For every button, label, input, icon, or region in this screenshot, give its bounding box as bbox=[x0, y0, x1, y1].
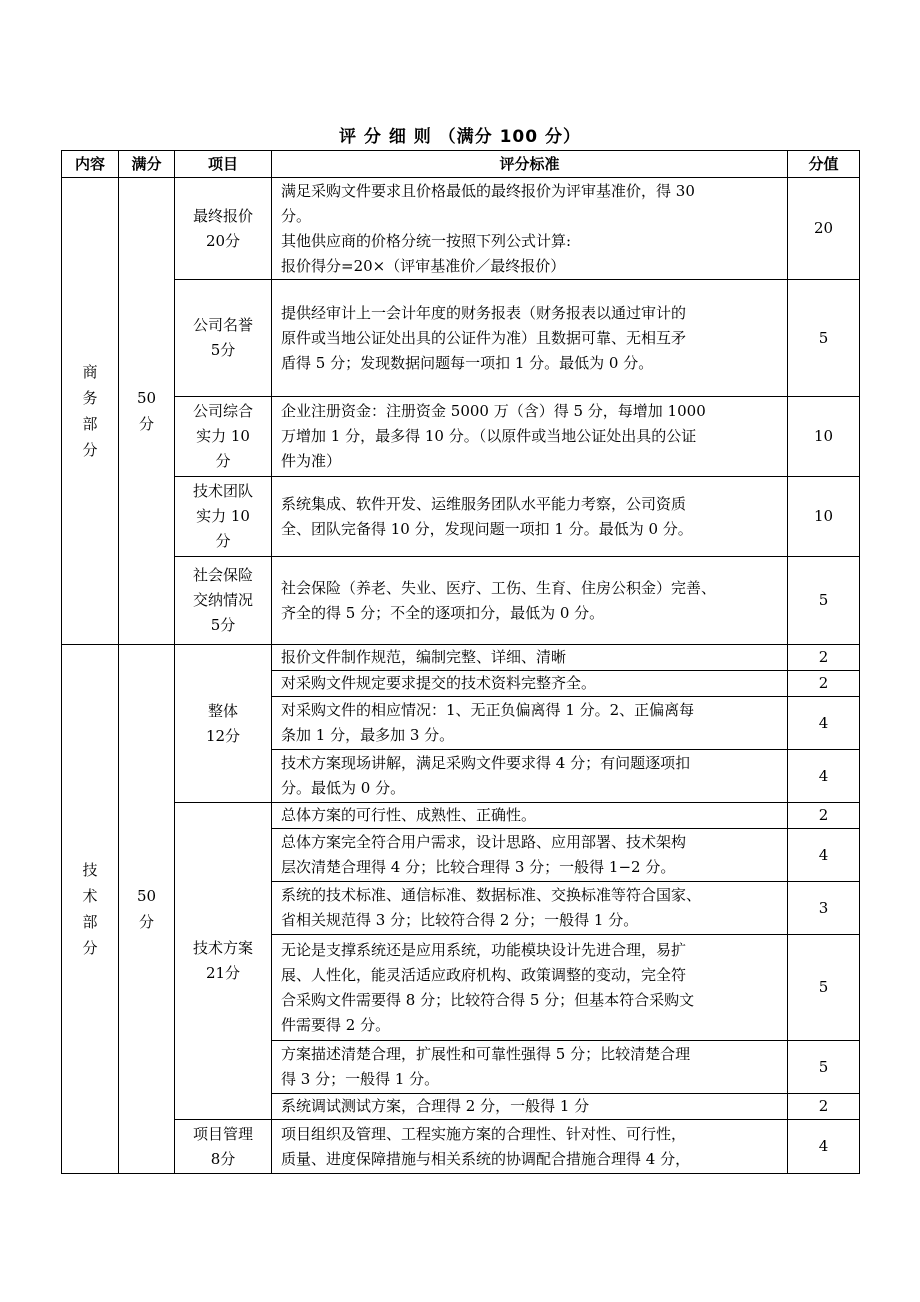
table-row bbox=[62, 280, 860, 397]
table-row bbox=[62, 178, 860, 280]
item-line: 8分 bbox=[210, 1149, 236, 1168]
criteria-line: 提供经审计上一会计年度的财务报表（财务报表以通过审计的 bbox=[281, 303, 687, 322]
item-label bbox=[175, 280, 272, 397]
score-value: 5 bbox=[788, 935, 860, 1041]
section-text: 商 bbox=[82, 363, 98, 381]
item-line: 社会保险 bbox=[192, 566, 253, 584]
item-line: 5分 bbox=[210, 341, 236, 359]
criteria-line: 合采购文件需要得 8 分；比较符合得 5 分；但基本符合采购文 bbox=[281, 990, 695, 1009]
full-score-commercial bbox=[119, 178, 175, 645]
criteria bbox=[272, 1094, 788, 1120]
section-text: 部 bbox=[82, 913, 98, 931]
item-line: 分 bbox=[215, 532, 231, 550]
criteria bbox=[272, 829, 788, 882]
criteria-line: 对采购文件的相应情况：1、无正负偏离得 1 分。2、正偏离每 bbox=[281, 701, 695, 719]
item-label bbox=[175, 557, 272, 645]
criteria-line: 满足采购文件要求且价格最低的最终报价为评审基准价，得 30 bbox=[281, 181, 695, 200]
criteria bbox=[272, 557, 788, 645]
item-line: 技术方案 bbox=[192, 939, 253, 957]
criteria bbox=[272, 697, 788, 750]
criteria bbox=[272, 178, 788, 280]
criteria-line: 原件或当地公证处出具的公证件为准）且数据可靠、无相互矛 bbox=[281, 328, 687, 347]
item-line: 21分 bbox=[205, 964, 241, 982]
criteria-line: 得 3 分；一般得 1 分。 bbox=[281, 1070, 440, 1088]
table-row bbox=[62, 803, 860, 829]
section-text: 务 bbox=[82, 389, 98, 407]
section-text: 部 bbox=[82, 415, 98, 433]
criteria-line: 省相关规范得 3 分；比较符合得 2 分；一般得 1 分。 bbox=[281, 911, 639, 929]
criteria bbox=[272, 935, 788, 1041]
score-value: 4 bbox=[788, 829, 860, 882]
criteria-line: 系统集成、软件开发、运维服务团队水平能力考察，公司资质 bbox=[281, 494, 687, 513]
criteria-line: 万增加 1 分，最多得 10 分。（以原件或当地公证处出具的公证 bbox=[281, 427, 697, 445]
criteria-line: 分。最低为 0 分。 bbox=[281, 779, 406, 797]
full-score-number: 50 bbox=[136, 389, 157, 407]
section-text: 分 bbox=[82, 939, 98, 957]
table-row bbox=[62, 645, 860, 671]
item-line: 5分 bbox=[210, 616, 236, 634]
section-technical bbox=[62, 645, 119, 1174]
table-row bbox=[62, 1120, 860, 1174]
criteria-line: 企业注册资金：注册资金 5000 万（含）得 5 分，每增加 1000 bbox=[281, 402, 706, 420]
score-value: 4 bbox=[788, 750, 860, 803]
criteria bbox=[272, 750, 788, 803]
score-value: 10 bbox=[788, 397, 860, 477]
header-row bbox=[62, 151, 860, 178]
item-line: 整体 bbox=[207, 701, 238, 720]
criteria-line: 其他供应商的价格分统一按照下列公式计算: bbox=[281, 231, 572, 250]
score-value: 2 bbox=[788, 803, 860, 829]
item-line: 技术团队 bbox=[192, 482, 253, 500]
table-row bbox=[62, 477, 860, 557]
header-item: 项目 bbox=[175, 151, 272, 178]
criteria-line: 系统的技术标准、通信标准、数据标准、交换标准等符合国家、 bbox=[281, 886, 702, 904]
item-line: 实力 10 bbox=[196, 507, 250, 525]
score-value: 3 bbox=[788, 882, 860, 935]
criteria-line: 齐全的得 5 分；不全的逐项扣分，最低为 0 分。 bbox=[281, 603, 605, 622]
page-title: 评 分 细 则 （满分 100 分） bbox=[339, 127, 581, 147]
header-full-score: 满分 bbox=[119, 151, 175, 178]
section-text: 分 bbox=[82, 441, 98, 459]
header-criteria: 评分标准 bbox=[272, 151, 788, 178]
criteria-line: 条加 1 分，最多加 3 分。 bbox=[281, 726, 455, 744]
criteria-line: 总体方案的可行性、成熟性、正确性。 bbox=[281, 806, 537, 824]
score-value: 10 bbox=[788, 477, 860, 557]
criteria-line: 对采购文件规定要求提交的技术资料完整齐全。 bbox=[281, 674, 597, 692]
score-value: 2 bbox=[788, 671, 860, 697]
item-line: 项目管理 bbox=[192, 1124, 253, 1143]
full-score-technical bbox=[119, 645, 175, 1174]
item-line: 20分 bbox=[205, 231, 241, 250]
item-line: 公司综合 bbox=[192, 402, 253, 420]
criteria-line: 报价文件制作规范，编制完整、详细、清晰 bbox=[281, 648, 567, 666]
item-line: 12分 bbox=[205, 726, 241, 745]
criteria-line: 件需要得 2 分。 bbox=[281, 1015, 391, 1034]
criteria bbox=[272, 671, 788, 697]
item-line: 公司名誉 bbox=[192, 316, 253, 334]
criteria bbox=[272, 1041, 788, 1094]
criteria-line: 总体方案完全符合用户需求，设计思路、应用部署、技术架构 bbox=[281, 833, 687, 851]
criteria-line: 无论是支撑系统还是应用系统，功能模块设计先进合理，易扩 bbox=[281, 940, 687, 959]
criteria bbox=[272, 803, 788, 829]
criteria-line: 社会保险（养老、失业、医疗、工伤、生育、住房公积金）完善、 bbox=[281, 578, 717, 597]
score-value: 5 bbox=[788, 280, 860, 397]
criteria bbox=[272, 882, 788, 935]
item-line: 交纳情况 bbox=[192, 591, 253, 609]
full-score-unit: 分 bbox=[138, 415, 154, 433]
item-label bbox=[175, 803, 272, 1120]
criteria bbox=[272, 397, 788, 477]
table-row bbox=[62, 397, 860, 477]
section-text: 技 bbox=[82, 861, 98, 879]
criteria-line: 报价得分=20×（评审基准价／最终报价） bbox=[281, 256, 566, 275]
header-score: 分值 bbox=[788, 151, 860, 178]
item-label bbox=[175, 397, 272, 477]
header-content: 内容 bbox=[62, 151, 119, 178]
criteria-line: 全、团队完备得 10 分，发现问题一项扣 1 分。最低为 0 分。 bbox=[281, 519, 693, 538]
score-value: 20 bbox=[788, 178, 860, 280]
criteria-line: 系统调试测试方案，合理得 2 分，一般得 1 分 bbox=[281, 1097, 590, 1115]
criteria bbox=[272, 280, 788, 397]
table-row bbox=[62, 557, 860, 645]
criteria-line: 质量、进度保障措施与相关系统的协调配合措施合理得 4 分， bbox=[281, 1149, 691, 1168]
criteria-line: 技术方案现场讲解，满足采购文件要求得 4 分；有问题逐项扣 bbox=[281, 754, 691, 772]
criteria-line: 分。 bbox=[281, 206, 312, 225]
item-label bbox=[175, 178, 272, 280]
full-score-number: 50 bbox=[136, 887, 157, 905]
criteria-line: 项目组织及管理、工程实施方案的合理性、针对性、可行性， bbox=[281, 1124, 687, 1143]
criteria-line: 展、人性化，能灵活适应政府机构、政策调整的变动，完全符 bbox=[281, 965, 687, 984]
criteria bbox=[272, 1120, 788, 1174]
criteria-line: 方案描述清楚合理，扩展性和可靠性强得 5 分；比较清楚合理 bbox=[281, 1045, 691, 1063]
score-value: 4 bbox=[788, 1120, 860, 1174]
item-line: 最终报价 bbox=[192, 206, 253, 225]
score-value: 5 bbox=[788, 1041, 860, 1094]
score-value: 4 bbox=[788, 697, 860, 750]
criteria bbox=[272, 645, 788, 671]
scoring-table bbox=[61, 150, 860, 1174]
criteria-line: 件为准） bbox=[281, 452, 342, 470]
item-line: 分 bbox=[215, 452, 231, 470]
section-text: 术 bbox=[82, 887, 98, 905]
score-value: 2 bbox=[788, 645, 860, 671]
item-label bbox=[175, 1120, 272, 1174]
criteria-line: 盾得 5 分；发现数据问题每一项扣 1 分。最低为 0 分。 bbox=[281, 353, 654, 372]
score-value: 2 bbox=[788, 1094, 860, 1120]
criteria bbox=[272, 477, 788, 557]
item-label bbox=[175, 645, 272, 803]
full-score-unit: 分 bbox=[138, 913, 154, 931]
criteria-line: 层次清楚合理得 4 分；比较合理得 3 分；一般得 1−2 分。 bbox=[281, 858, 676, 876]
item-line: 实力 10 bbox=[196, 427, 250, 445]
score-value: 5 bbox=[788, 557, 860, 645]
item-label bbox=[175, 477, 272, 557]
section-commercial bbox=[62, 178, 119, 645]
